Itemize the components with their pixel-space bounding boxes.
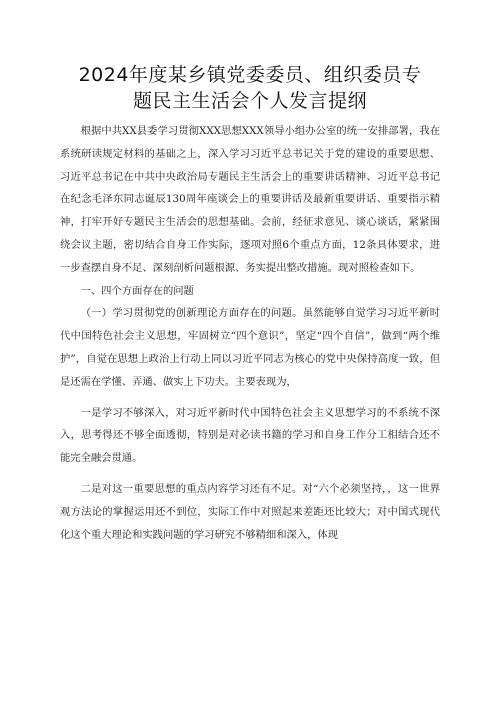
document-title-line-1: 2024年度某乡镇党委委员、组织委员专 [78,64,422,86]
document-title-line-2: 题民主生活会个人发言提纲 [132,90,367,112]
subsection-paragraph: （一）学习贯彻党的创新理论方面存在的问题。虽然能够自觉学习习近平新时代中国特色社会主义思想，牢固树立“四个意识”，坚定“四个自信”，做到“两个维护”，自觉在思想上政治上行动上同以习近平同志为核心的党中央保持高度一致，但是还需在学懂、弄通、做实上下功夫。主要表现为， [60,307,440,388]
document-body [60,120,440,546]
section-heading: 一、四个方面存在的问题 [80,284,194,297]
point-two-paragraph: 二是对这一重要思想的重点内容学习还有不足。对“六个必须坚持，，这一世界观方法论的掌握运用还不到位，实际工作中对照起来差距还比较大；对中国式现代化这个重大理论和实践问题的学习研究不够精细和深入，体现 [60,482,440,541]
point-one-paragraph: 一是学习不够深入，对习近平新时代中国特色社会主义思想学习的不系统不深入，思考得还不够全面透彻，特别是对必读书籍的学习和自身工作分工相结合还不能完全融会贯通。 [60,406,440,465]
intro-paragraph: 根据中共XX县委学习贯彻XXX思想XXX领导小组办公室的统一安排部署，我在系统研读规定材料的基础之上，深入学习习近平总书记关于党的建设的重要思想、习近平总书记在中共中央政治局专题民主生活会上的重要讲话精神、习近平总书记在纪念毛泽东同志诞辰130周年座谈会上的重要讲话及最新重要讲话、重要指示精神，打牢开好专题民主生活会的思想基础。会前，经征求意见、谈心谈话，紧紧围绕会议主题，密切结合自身工作实际，逐项对照6个重点方面，12条具体要求，进一步查摆自身不足、深刻剖析问题根源、务实提出整改措施。现对照检查如下。 [60,125,440,274]
